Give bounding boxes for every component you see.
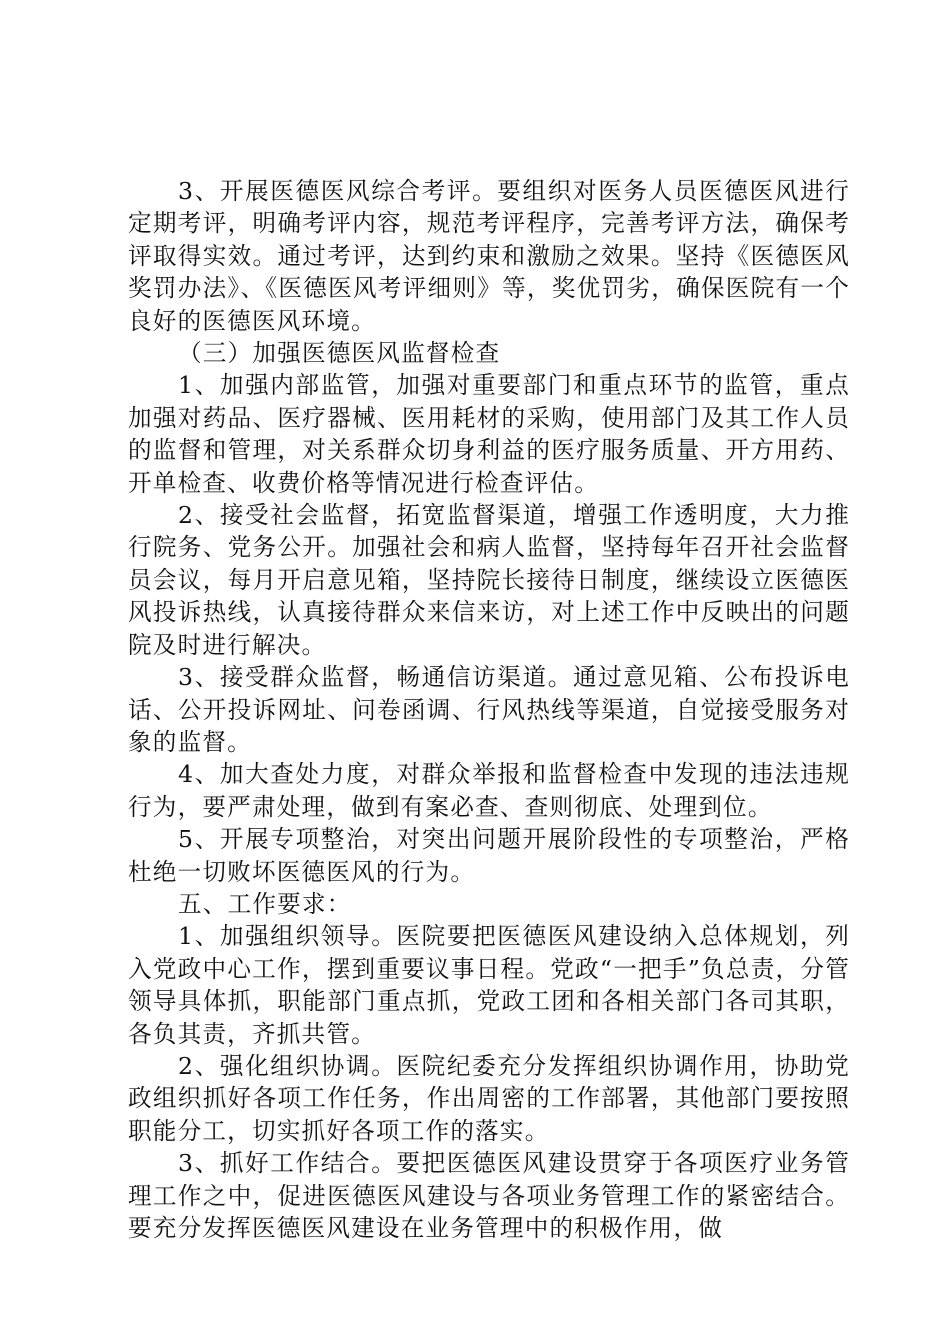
paragraph-investigation: 4、加大查处力度，对群众举报和监督检查中发现的违法违规行为，要严肃处理，做到有案必查、查则彻底、处理到位。: [128, 760, 850, 821]
paragraph-comprehensive-evaluation: 3、开展医德医风综合考评。要组织对医务人员医德医风进行定期考评，明确考评内容，规范考评程序，完善考评方法，确保考评取得实效。通过考评，达到约束和激励之效果。坚持《医德医风奖罚办法》、《医德医风考评细则》等，奖优罚劣，确保医院有一个良好的医德医风环境。: [128, 177, 850, 335]
section-heading-supervision: （三）加强医德医风监督检查: [178, 339, 501, 368]
paragraph-special-rectification: 5、开展专项整治，对突出问题开展阶段性的专项整治，严格杜绝一切败坏医德医风的行为。: [128, 825, 850, 886]
document-body: [128, 175, 850, 1244]
paragraph-organizational-leadership: 1、加强组织领导。医院要把医德医风建设纳入总体规划，列入党政中心工作，摆到重要议事日程。党政“一把手”负总责，分管领导具体抓，职能部门重点抓，党政工团和各相关部门各司其职，各负其责，齐抓共管。: [128, 922, 850, 1048]
paragraph-public-supervision: 3、接受群众监督，畅通信访渠道。通过意见箱、公布投诉电话、公开投诉网址、问卷函调、行风热线等渠道，自觉接受服务对象的监督。: [128, 663, 850, 756]
paragraph-work-integration: 3、抓好工作结合。要把医德医风建设贯穿于各项医疗业务管理工作之中，促进医德医风建设与各项业务管理工作的紧密结合。要充分发挥医德医风建设在业务管理中的积极作用，做: [128, 1149, 850, 1242]
section-heading-work-requirements: 五、工作要求：: [178, 889, 352, 918]
paragraph-internal-supervision: 1、加强内部监管，加强对重要部门和重点环节的监管，重点加强对药品、医疗器械、医用耗材的采购，使用部门及其工作人员的监督和管理，对关系群众切身利益的医疗服务质量、开方用药、开单检查、收费价格等情况进行检查评估。: [128, 371, 850, 497]
paragraph-organizational-coordination: 2、强化组织协调。医院纪委充分发挥组织协调作用，协助党政组织抓好各项工作任务，作出周密的工作部署，其他部门要按照职能分工，切实抓好各项工作的落实。: [128, 1051, 850, 1145]
paragraph-social-supervision: 2、接受社会监督，拓宽监督渠道，增强工作透明度，大力推行院务、党务公开。加强社会和病人监督，坚持每年召开社会监督员会议，每月开启意见箱，坚持院长接待日制度，继续设立医德医风投诉热线，认真接待群众来信来访，对上述工作中反映出的问题院及时进行解决。: [128, 501, 850, 659]
